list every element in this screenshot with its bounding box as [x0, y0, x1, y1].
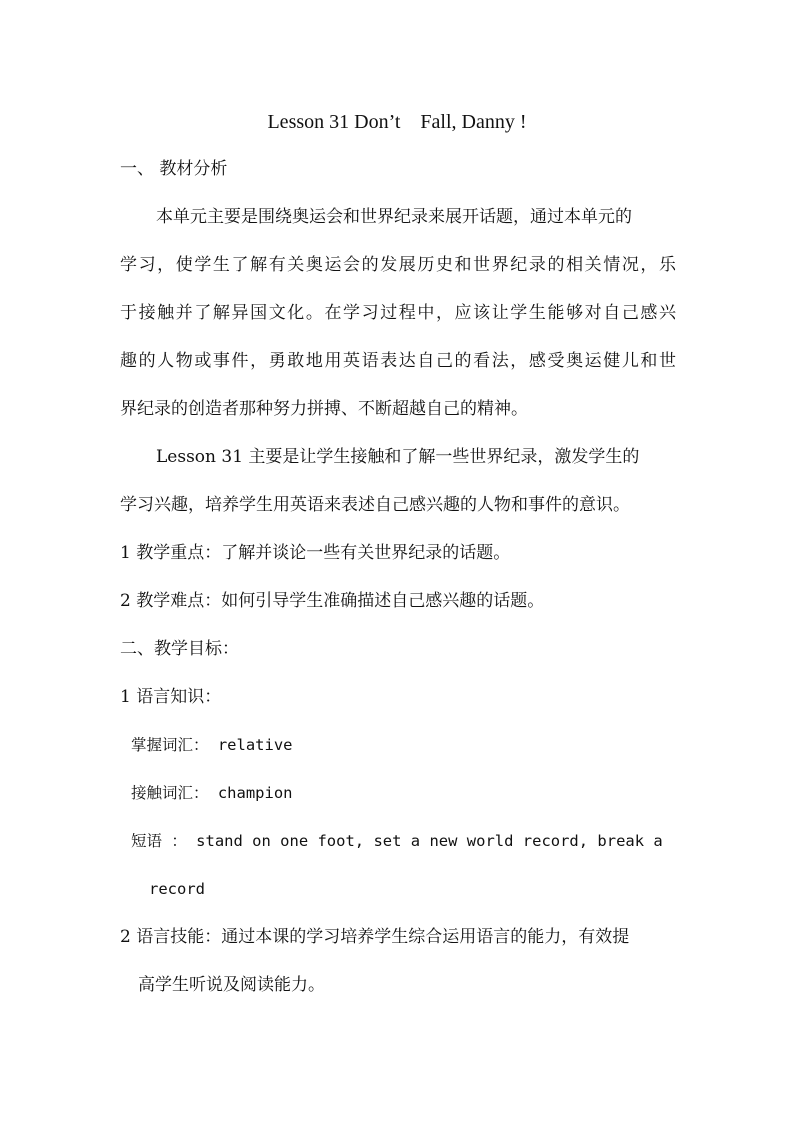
phrases-line: 短语 ： stand on one foot, set a new world record, break a: [131, 832, 663, 850]
paragraph-line: 趣的人物或事件，勇敢地用英语表达自己的看法，感受奥运健儿和世: [120, 351, 676, 371]
language-skills: 高学生听说及阅读能力。: [138, 975, 325, 995]
paragraph-line: 学习，使学生了解有关奥运会的发展历史和世界纪录的相关情况，乐: [120, 255, 676, 275]
section-heading-teaching-objectives: 二、教学目标：: [120, 639, 239, 659]
paragraph-line: 本单元主要是围绕奥运会和世界纪录来展开话题，通过本单元的: [156, 207, 632, 227]
phrases-line: record: [149, 880, 205, 898]
vocabulary-contact: 接触词汇： champion: [131, 784, 293, 802]
paragraph-line: 学习兴趣，培养学生用英语来表述自己感兴趣的人物和事件的意识。: [120, 495, 630, 515]
teaching-difficult-point: 2 教学难点：如何引导学生准确描述自己感兴趣的话题。: [120, 591, 545, 611]
paragraph-line: Lesson 31 主要是让学生接触和了解一些世界纪录，激发学生的: [156, 447, 640, 467]
paragraph-line: 于接触并了解异国文化。在学习过程中，应该让学生能够对自己感兴: [120, 303, 676, 323]
teaching-key-point: 1 教学重点：了解并谈论一些有关世界纪录的话题。: [120, 543, 511, 563]
paragraph-line: 界纪录的创造者那种努力拼搏、不断超越自己的精神。: [120, 399, 528, 419]
language-knowledge-heading: 1 语言知识：: [120, 687, 222, 707]
vocabulary-master: 掌握词汇： relative: [131, 736, 293, 754]
lesson-title: Lesson 31 Don’t Fall, Danny !: [267, 111, 527, 133]
section-heading-material-analysis: 一、 教材分析: [120, 159, 228, 179]
language-skills: 2 语言技能：通过本课的学习培养学生综合运用语言的能力，有效提: [120, 927, 630, 947]
